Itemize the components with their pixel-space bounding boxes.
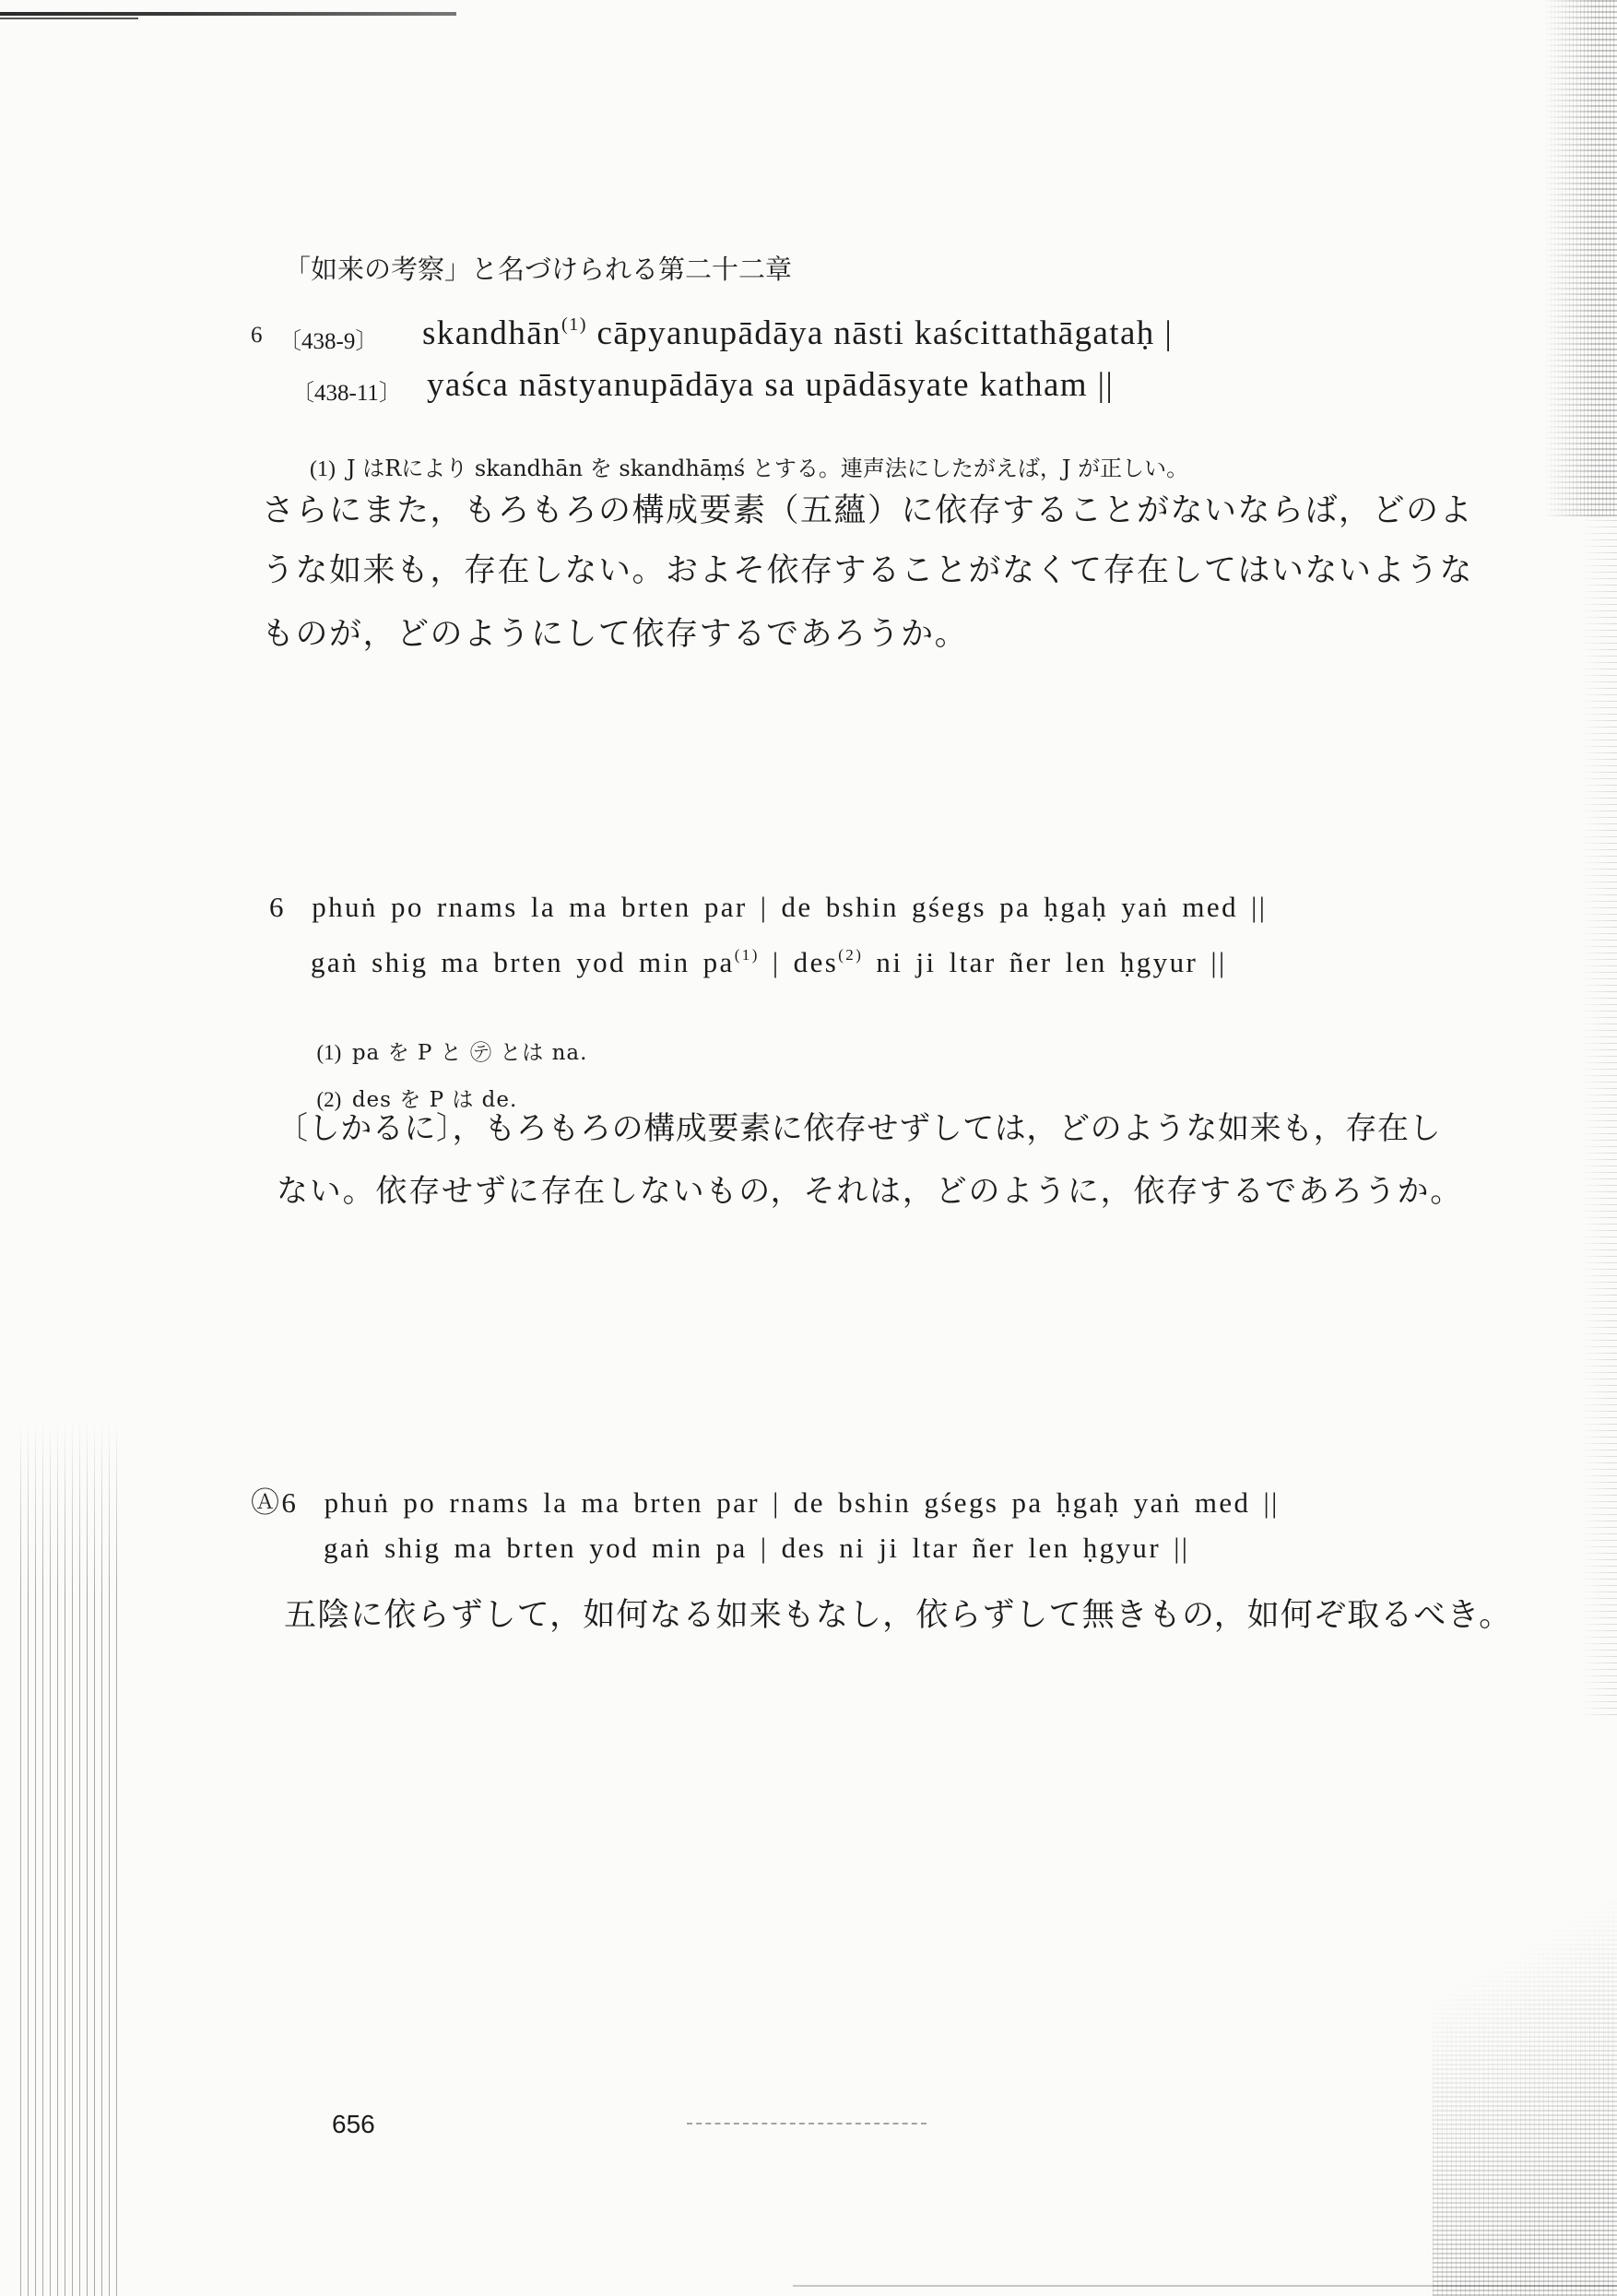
tibetan-text: | des <box>759 946 839 978</box>
verse-reference: 〔438-9〕 <box>278 329 379 354</box>
tibetan-text: gaṅ shig ma brten yod min pa <box>311 946 735 978</box>
verse-number: 6 <box>269 891 286 923</box>
translation-line: うな如来も，存在しない。およそ依存することがなくて存在してはいないような <box>262 552 1474 589</box>
sanskrit-word: skandhān <box>422 314 561 352</box>
translation-line: さらにまた，もろもろの構成要素（五蘊）に依存することがないならば，どのよ <box>262 492 1474 529</box>
tibetan-line-1-text: phuṅ po rnams la ma brten par | de bshin gśegs pa ḥgaḥ yaṅ med || <box>312 891 1268 923</box>
translation-line: ものが，どのようにして依存するであろうか。 <box>262 616 969 653</box>
sanskrit-line-2 <box>291 365 1115 408</box>
scan-dashed-mark <box>687 2123 927 2124</box>
footnote-text: des を P は de. <box>351 1088 518 1112</box>
section-a-line-1 <box>251 1479 1280 1521</box>
verse-marker: Ⓐ6 <box>251 1486 299 1519</box>
scan-edge-noise-right <box>1580 516 1617 1715</box>
translation-line: 〔しかるに〕，もろもろの構成要素に依存せずしては，どのような如来も，存在し <box>277 1110 1442 1147</box>
verse-reference: 〔438-11〕 <box>291 381 402 406</box>
page-number: 656 <box>332 2110 375 2138</box>
footnote-text: J はRにより skandhān を skandhāṃś とする。連声法にしたがえば，J が正しい。 <box>346 456 1189 481</box>
scan-edge-lines-bottom-left <box>20 1420 122 2296</box>
footnote-marker: (1) <box>310 457 336 481</box>
footnote-ref: (2) <box>838 946 864 965</box>
scan-bottom-line <box>793 2285 1617 2287</box>
translation-line: ない。依存せずに存在しないもの，それは，どのように，依存するであろうか。 <box>277 1173 1464 1210</box>
footnote-ref: (1) <box>734 946 760 965</box>
section-a-line-2: gaṅ shig ma brten yod min pa | des ni ji ltar ñer len ḥgyur || <box>324 1532 1190 1564</box>
scan-edge-noise-top-right <box>1543 0 1617 516</box>
tibetan-line-2 <box>311 946 1227 979</box>
section-a-line-1-text: phuṅ po rnams la ma brten par | de bshin gśegs pa ḥgaḥ yaṅ med || <box>324 1486 1280 1519</box>
footnote-marker: (2) <box>316 1088 342 1111</box>
sanskrit-line-1 <box>251 314 1174 356</box>
top-rule-line <box>0 12 456 16</box>
footnote-text: pa を P と ㋢ とは na. <box>351 1041 588 1065</box>
scan-edge-noise-bottom-right <box>1433 1780 1617 2296</box>
tibetan-line-1 <box>269 891 1267 924</box>
tibetan-text: ni ji ltar ñer len ḥgyur || <box>863 946 1227 978</box>
verse-number: 6 <box>251 323 263 348</box>
footnote-ref: (1) <box>561 314 587 335</box>
top-rule-line-thin <box>0 18 138 19</box>
chapter-title: 「如来の考察」と名づけられる第二十二章 <box>284 254 793 285</box>
section-a-translation: 五陰に依らずして，如何なる如来もなし，依らずして無きもの，如何ぞ取るべき。 <box>284 1597 1513 1634</box>
footnote-marker: (1) <box>316 1041 342 1064</box>
sanskrit-line-1-text <box>422 314 1173 353</box>
sanskrit-text: cāpyanupādāya nāsti kaścittathāgataḥ | <box>586 314 1174 352</box>
sanskrit-line-2-text: yaśca nāstyanupādāya sa upādāsyate katham || <box>427 366 1115 404</box>
sanskrit-footnote <box>299 425 1188 482</box>
